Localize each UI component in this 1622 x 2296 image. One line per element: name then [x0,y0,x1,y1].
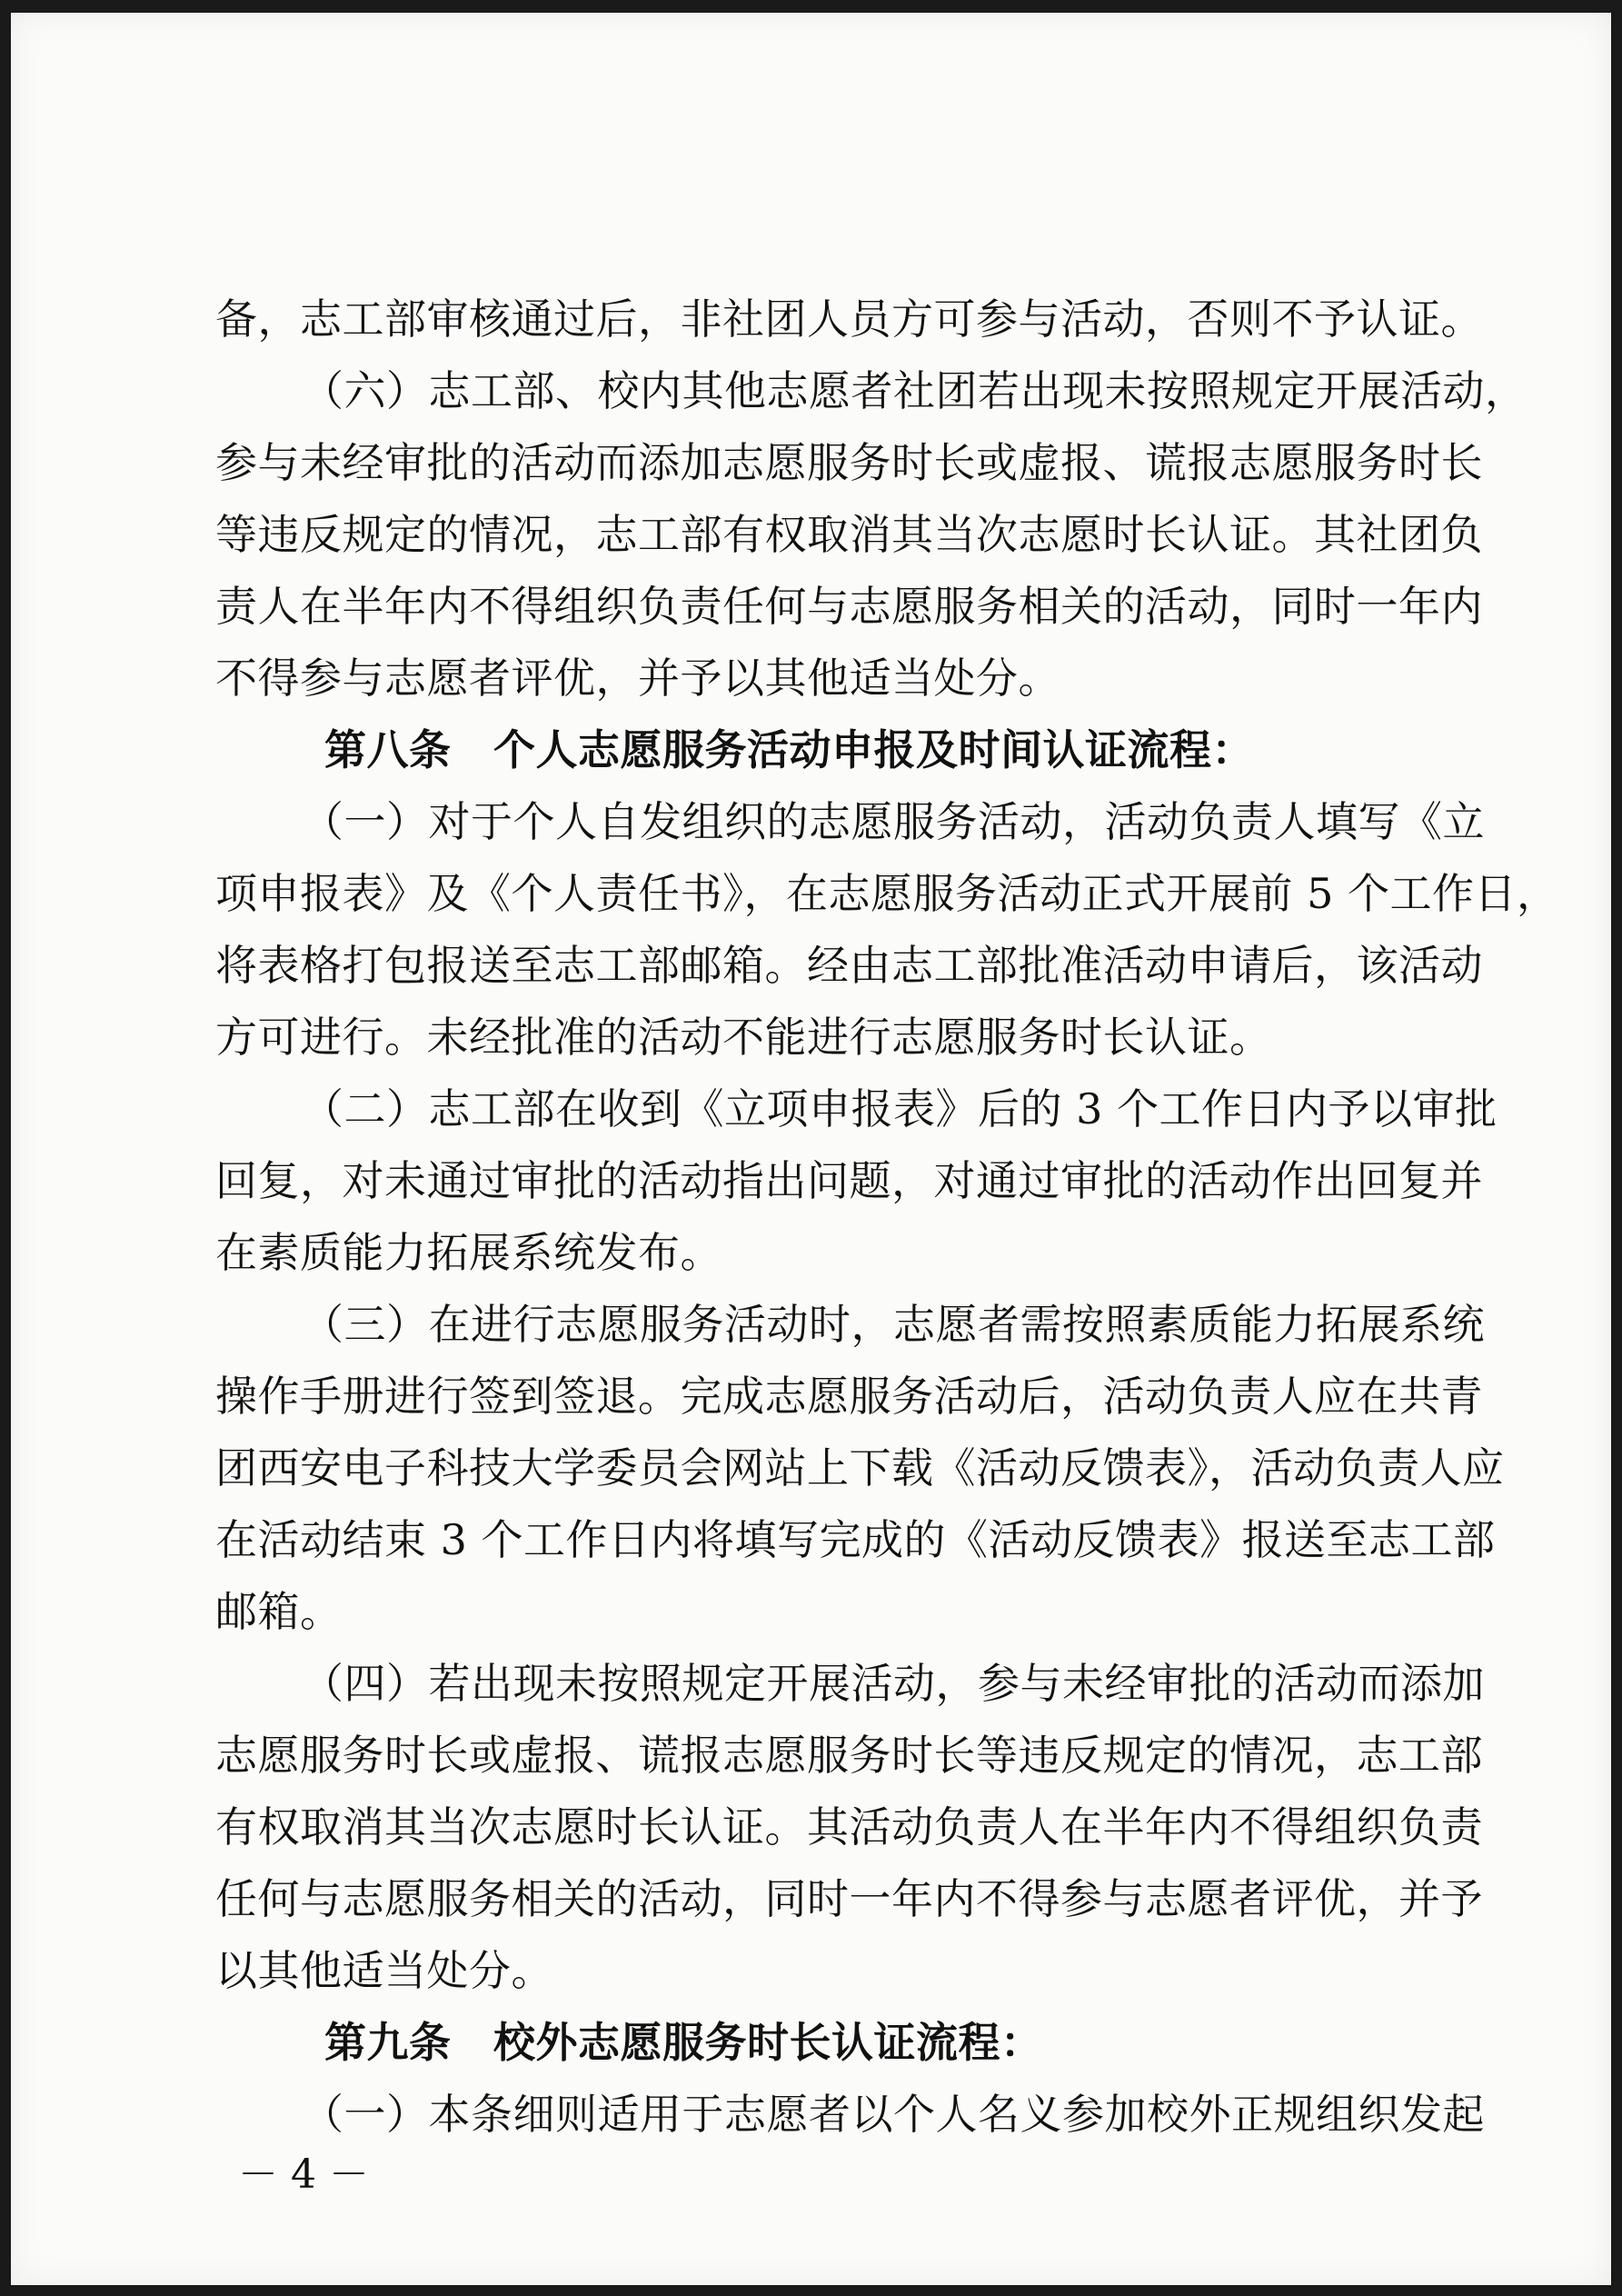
text-line: （一）对于个人自发组织的志愿服务活动，活动负责人填写《立 [302,797,1485,846]
text-line: 方可进行。未经批准的活动不能进行志愿服务时长认证。 [215,1013,1272,1062]
text-line: 参与未经审批的活动而添加志愿服务时长或虚报、谎报志愿服务时长 [215,438,1483,487]
text-line: 操作手册进行签到签退。完成志愿服务活动后，活动负责人应在共青 [215,1372,1483,1421]
text-line: 任何与志愿服务相关的活动，同时一年内不得参与志愿者评优，并予 [215,1874,1483,1923]
text-line: 将表格打包报送至志工部邮箱。经由志工部批准活动申请后，该活动 [215,941,1483,990]
section-heading: 第八条 个人志愿服务活动申报及时间认证流程： [324,725,1254,774]
page-number: － 4 － [238,2151,369,2198]
section-heading: 第九条 校外志愿服务时长认证流程： [324,2018,1043,2067]
document-page [11,13,1611,2285]
text-line: （六）志工部、校内其他志愿者社团若出现未按照规定开展活动， [302,366,1527,415]
text-line: 在活动结束 3 个工作日内将填写完成的《活动反馈表》报送至志工部 [215,1515,1496,1564]
text-line: 备，志工部审核通过后，非社团人员方可参与活动，否则不予认证。 [215,294,1483,344]
document-body [215,284,1559,2151]
text-line: 责人在半年内不得组织负责任何与志愿服务相关的活动，同时一年内 [215,582,1483,631]
text-line: 以其他适当处分。 [215,1946,553,1995]
text-line: 有权取消其当次志愿时长认证。其活动负责人在半年内不得组织负责 [215,1802,1483,1852]
text-line: 等违反规定的情况，志工部有权取消其当次志愿时长认证。其社团负 [215,510,1483,559]
text-line: （一）本条细则适用于志愿者以个人名义参加校外正规组织发起 [302,2090,1485,2139]
text-line: 回复，对未通过审批的活动指出问题，对通过审批的活动作出回复并 [215,1156,1483,1205]
text-line: （二）志工部在收到《立项申报表》后的 3 个工作日内予以审批 [302,1084,1498,1133]
text-line: 在素质能力拓展系统发布。 [215,1228,722,1277]
text-line: （三）在进行志愿服务活动时，志愿者需按照素质能力拓展系统 [302,1300,1485,1349]
text-line: 不得参与志愿者评优，并予以其他适当处分。 [215,654,1060,703]
text-line: 项申报表》及《个人责任书》，在志愿服务活动正式开展前 5 个工作日， [215,869,1559,918]
text-line: （四）若出现未按照规定开展活动，参与未经审批的活动而添加 [302,1659,1485,1708]
text-line: 团西安电子科技大学委员会网站上下载《活动反馈表》，活动负责人应 [215,1443,1505,1492]
text-line: 志愿服务时长或虚报、谎报志愿服务时长等违反规定的情况，志工部 [215,1731,1483,1780]
text-line: 邮箱。 [215,1587,343,1636]
